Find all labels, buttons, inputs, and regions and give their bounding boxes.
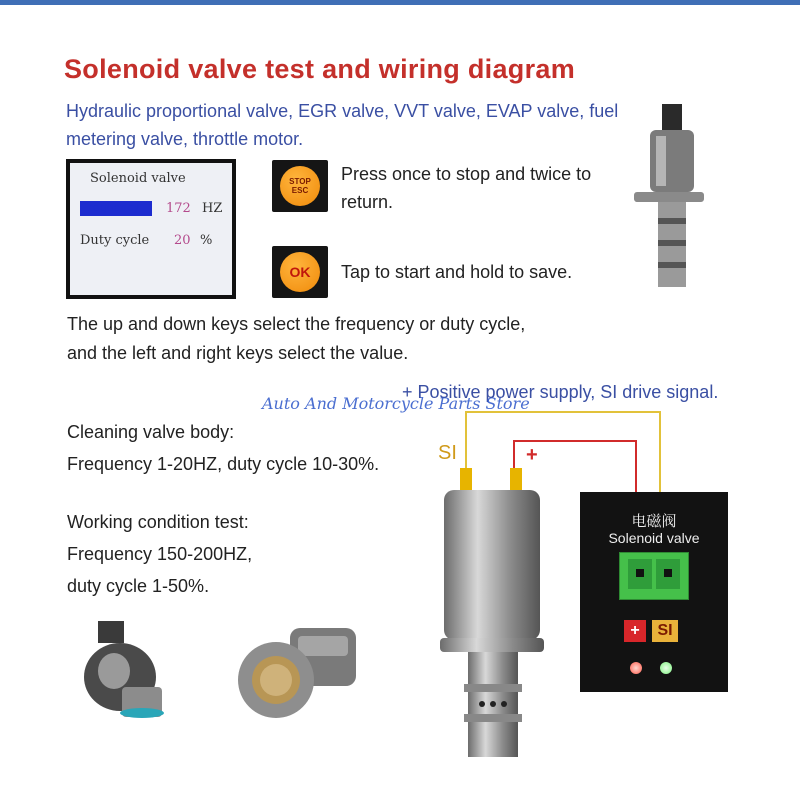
store-watermark: Auto And Motorcycle Parts Store [262, 394, 530, 413]
terminal-pin-si [664, 569, 672, 577]
fmv-connector [98, 621, 124, 643]
shaft-ring-2 [464, 714, 522, 722]
positive-wire-label: + [526, 444, 538, 466]
working-spec-1: Frequency 150-200HZ, [67, 544, 253, 564]
shaft-hole-2 [490, 701, 496, 707]
si-wire-label: SI [438, 442, 457, 464]
fmv-highlight [98, 653, 130, 689]
fuel-metering-valve-image [74, 615, 174, 725]
lcd-duty-unit: % [200, 233, 213, 248]
module-label-en: Solenoid valve [608, 530, 700, 546]
lcd-title: Solenoid valve [90, 171, 186, 186]
ok-key-label: OK [289, 263, 311, 280]
solenoid-illustration [430, 462, 560, 762]
si-pin [460, 468, 472, 492]
page-subtitle: Hydraulic proportional valve, EGR valve, VVT valve, EVAP valve, fuel metering valve, throttle motor. [66, 101, 619, 149]
cleaning-spec: Frequency 1-20HZ, duty cycle 10-30%. [67, 454, 380, 474]
module-label-cn: 电磁阀 [631, 512, 677, 530]
stop-key-label: STOP [289, 177, 311, 186]
throttle-plate [260, 664, 292, 696]
fmv-oring [120, 708, 164, 718]
lcd-frequency-label: Frequency [80, 201, 152, 216]
solenoid-body [444, 490, 540, 640]
throttle-motor-cover [298, 636, 348, 656]
cleaning-heading: Cleaning valve body: [67, 422, 235, 442]
throttle-body-image [232, 622, 362, 722]
solenoid-valve-module [580, 492, 728, 692]
positive-pin [510, 468, 522, 492]
shaft-hole-3 [501, 701, 507, 707]
terminal-pin-positive [636, 569, 644, 577]
lcd-frequency-unit: HZ [202, 201, 223, 216]
solenoid-flange [440, 638, 544, 652]
shaft-ring-1 [464, 684, 522, 692]
working-spec-2: duty cycle 1-50%. [67, 576, 210, 596]
stop-key-description: Press once to stop and twice to return. [341, 164, 592, 212]
instructions-line-2: and the left and right keys select the value. [67, 343, 409, 363]
wiring-legend: + Positive power supply, SI drive signal. [402, 382, 719, 402]
lcd-frequency-value: 172 [166, 201, 191, 216]
page-title: Solenoid valve test and wiring diagram [64, 54, 576, 84]
terminal-block [619, 552, 689, 600]
working-heading: Working condition test: [67, 512, 249, 532]
lcd-duty-label: Duty cycle [80, 233, 150, 248]
module-positive-tag: + [624, 620, 646, 642]
green-led-icon [660, 662, 672, 674]
esc-key-label: ESC [291, 186, 309, 195]
lcd-duty-value: 20 [174, 233, 191, 248]
red-led-icon [630, 662, 642, 674]
instructions-line-1: The up and down keys select the frequency or duty cycle, [67, 314, 526, 334]
module-si-tag: SI [652, 620, 678, 642]
shaft-hole-1 [479, 701, 485, 707]
ok-key-description: Tap to start and hold to save. [341, 262, 573, 282]
